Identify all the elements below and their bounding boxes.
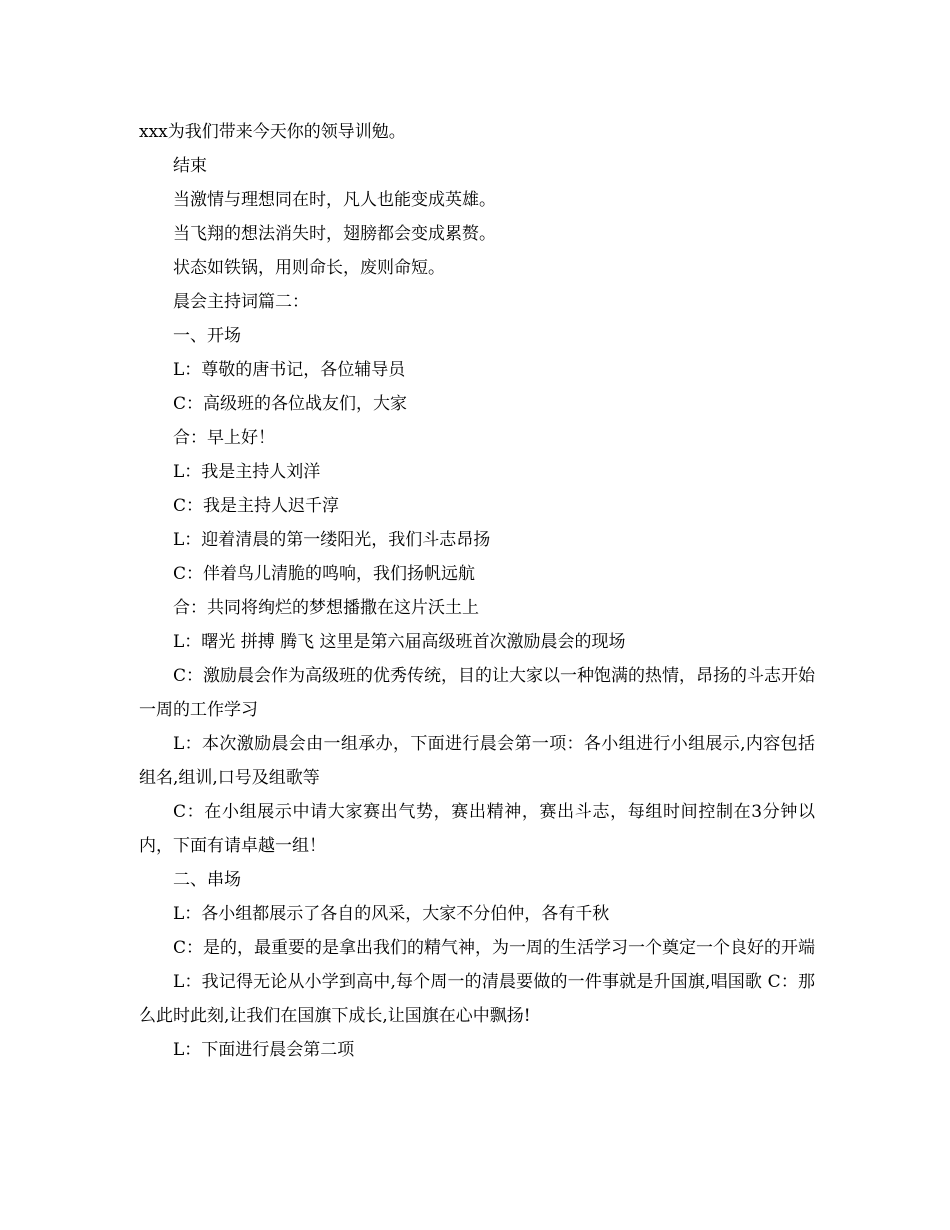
paragraph: L：迎着清晨的第一缕阳光，我们斗志昂扬 xyxy=(173,530,491,550)
paragraph: L：下面进行晨会第二项 xyxy=(173,1040,355,1060)
paragraph: L：尊敬的唐书记，各位辅导员 xyxy=(173,360,406,380)
paragraph: 当飞翔的想法消失时，翅膀都会变成累赘。 xyxy=(173,224,496,244)
paragraph: C：是的，最重要的是拿出我们的精气神，为一周的生活学习一个奠定一个良好的开端 xyxy=(173,938,816,958)
paragraph: 合：早上好！ xyxy=(173,428,275,448)
paragraph: 晨会主持词篇二： xyxy=(173,292,309,312)
paragraph: 一、开场 xyxy=(173,326,241,346)
paragraph: 合：共同将绚烂的梦想播撒在这片沃土上 xyxy=(173,598,479,618)
paragraph: 结束 xyxy=(173,156,207,176)
document-body xyxy=(139,115,815,1067)
paragraph: 当激情与理想同在时，凡人也能变成英雄。 xyxy=(173,190,496,210)
paragraph: xxx为我们带来今天你的领导训勉。 xyxy=(139,122,406,142)
paragraph: C：在小组展示中请大家赛出气势，赛出精神，赛出斗志，每组时间控制在3分钟以内，下面有请卓越一组！ xyxy=(139,802,815,856)
paragraph: L：各小组都展示了各自的风采，大家不分伯仲，各有千秋 xyxy=(173,904,610,924)
paragraph: C：高级班的各位战友们，大家 xyxy=(173,394,408,414)
paragraph: L：我是主持人刘洋 xyxy=(173,462,321,482)
paragraph: C：伴着鸟儿清脆的鸣响，我们扬帆远航 xyxy=(173,564,476,584)
paragraph: L：我记得无论从小学到高中,每个周一的清晨要做的一件事就是升国旗,唱国歌 C：那么此时此刻,让我们在国旗下成长,让国旗在心中飘扬! xyxy=(139,972,815,1026)
paragraph: C：我是主持人迟千淳 xyxy=(173,496,340,516)
paragraph: L：曙光 拼搏 腾飞 这里是第六届高级班首次激励晨会的现场 xyxy=(173,632,626,652)
paragraph: L：本次激励晨会由一组承办，下面进行晨会第一项：各小组进行小组展示,内容包括组名,组训,口号及组歌等 xyxy=(139,734,815,788)
paragraph: C：激励晨会作为高级班的优秀传统，目的让大家以一种饱满的热情，昂扬的斗志开始一周的工作学习 xyxy=(139,666,816,720)
paragraph: 状态如铁锅，用则命长，废则命短。 xyxy=(173,258,445,278)
paragraph: 二、串场 xyxy=(173,870,241,890)
